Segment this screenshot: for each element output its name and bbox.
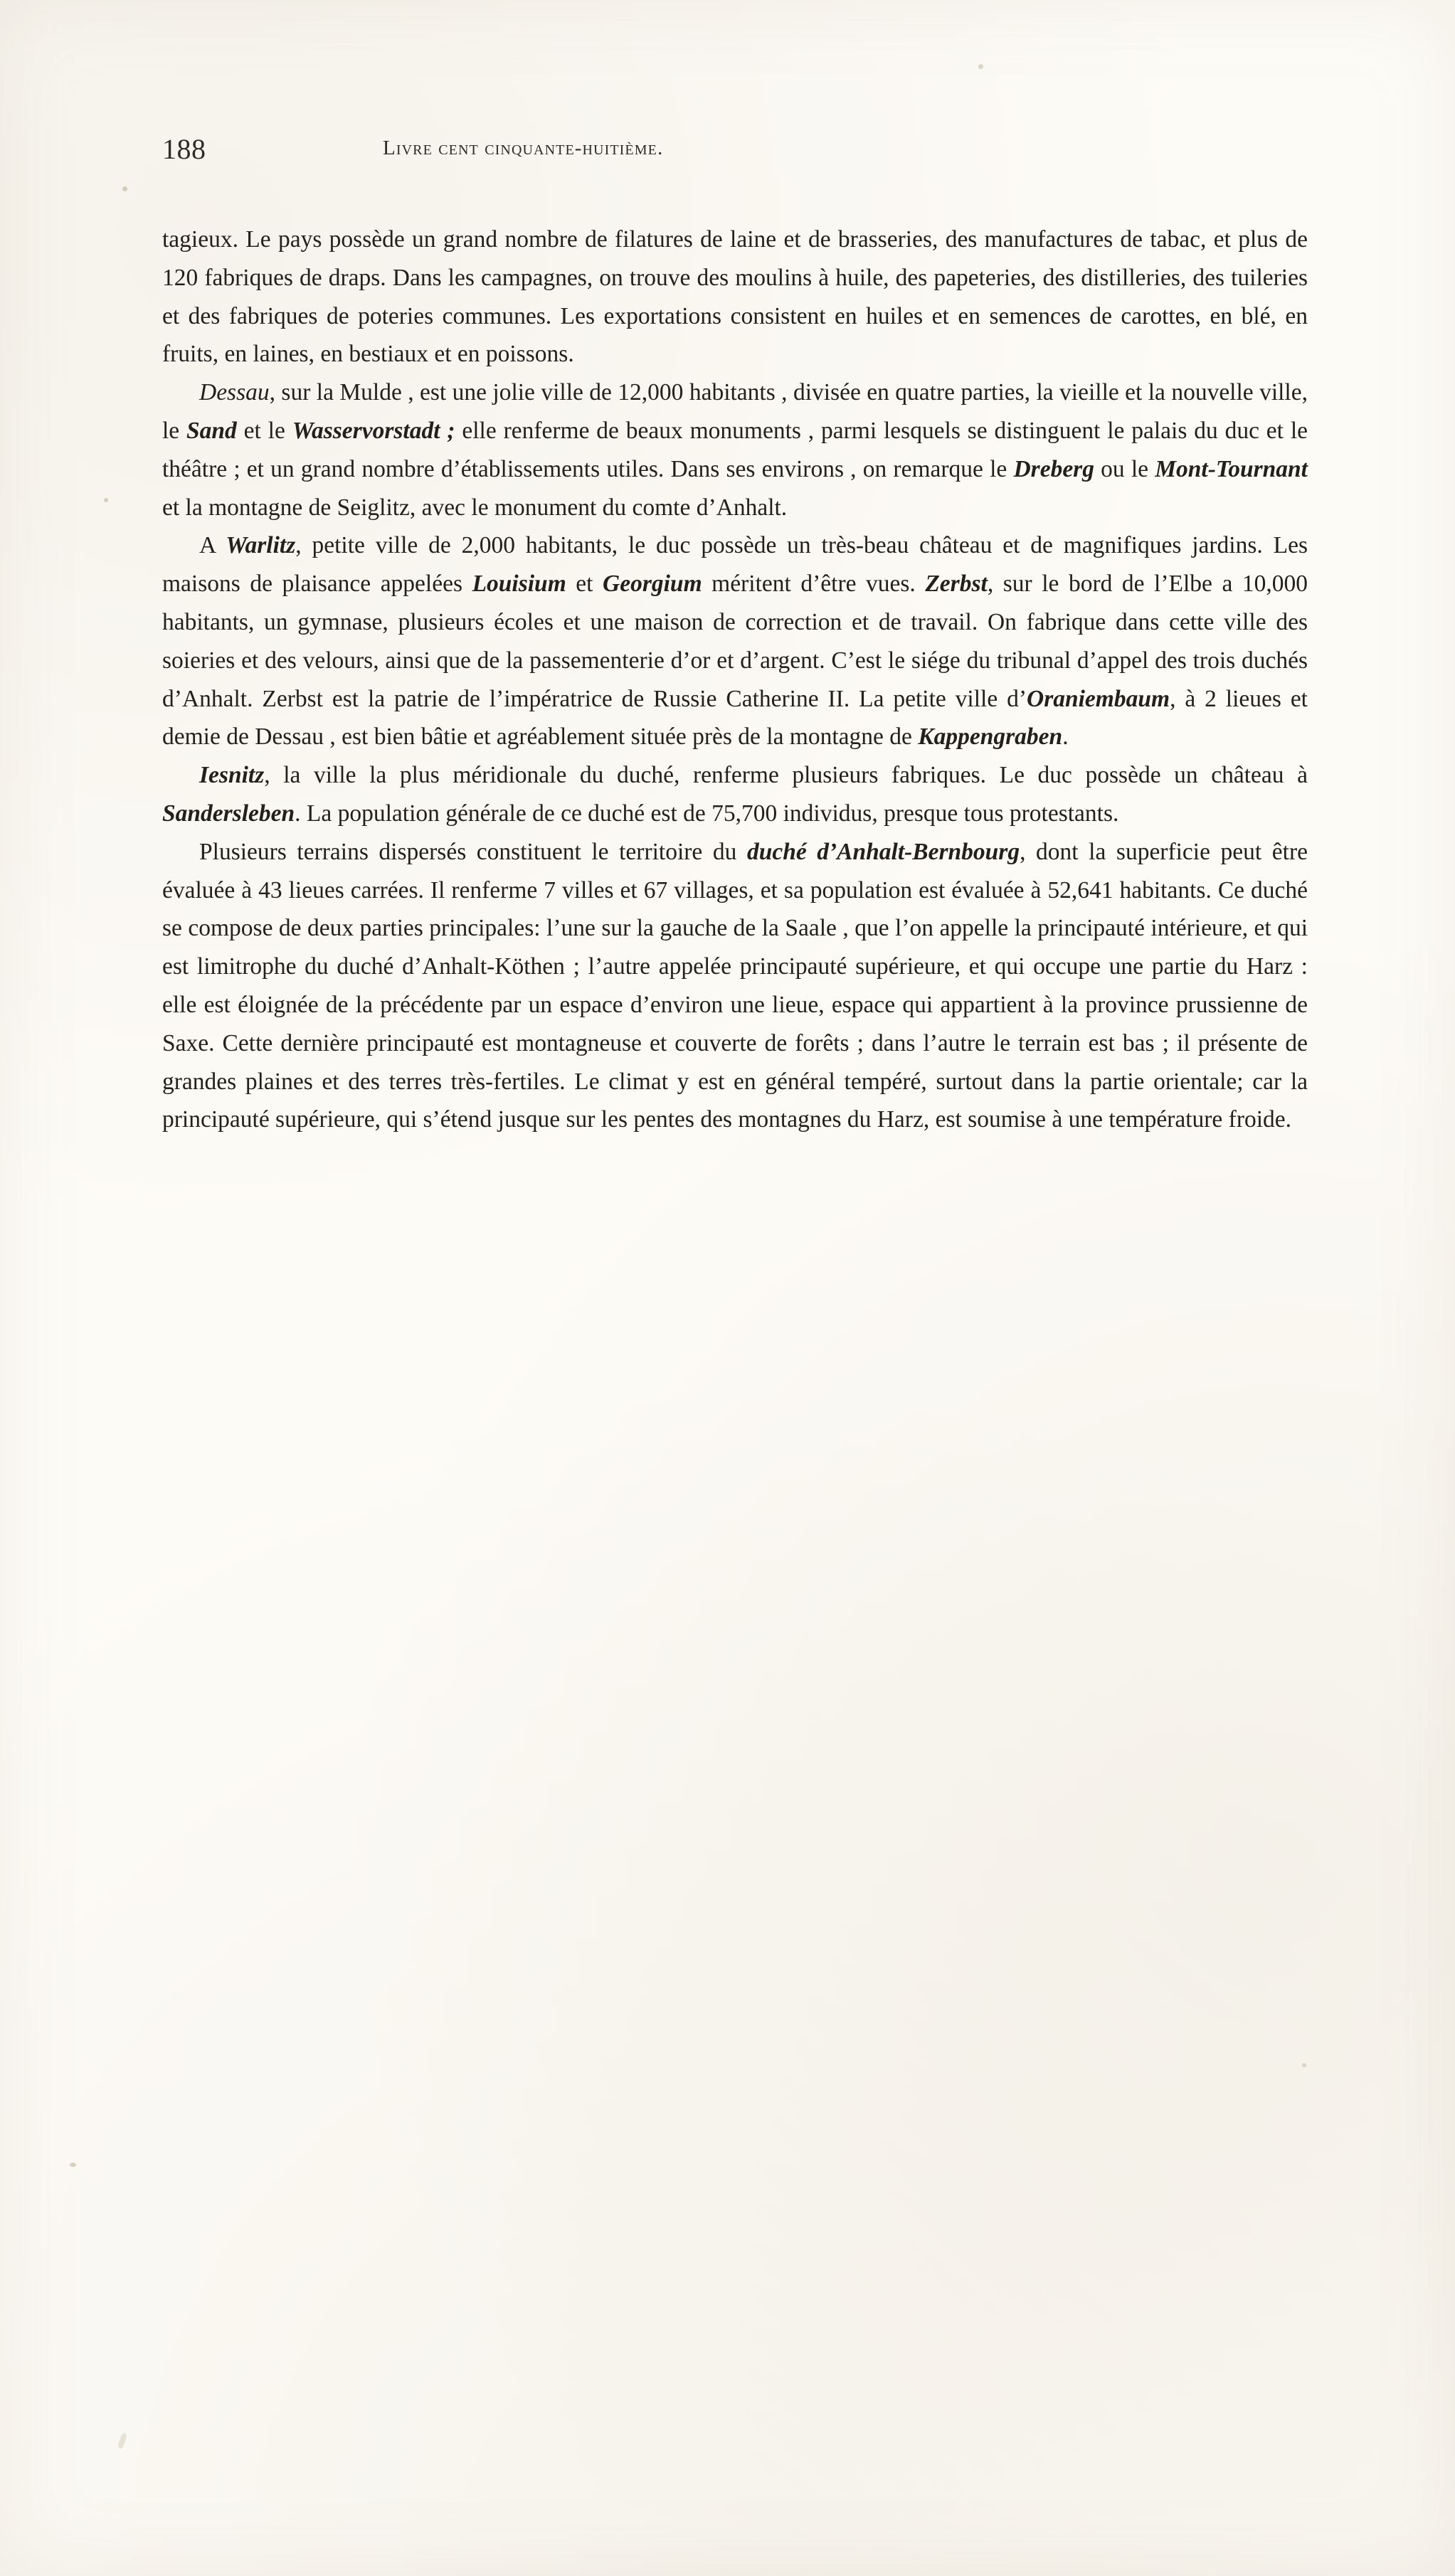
place-name-louisium: Louisium bbox=[472, 571, 566, 598]
paper-speck bbox=[1302, 2063, 1306, 2067]
paragraph-5 bbox=[162, 833, 1308, 1139]
place-name-sandersleben: Sandersleben bbox=[162, 800, 295, 827]
paragraph-3-seg-7: méritent d’être vues. bbox=[702, 571, 926, 598]
paragraph-2-seg-2: , sur la Mulde , est une jolie ville de 12,000 habitants , divisée en quatre parties, la vieille et la nouvelle ville, le bbox=[162, 379, 1308, 444]
page-content bbox=[162, 132, 1308, 1139]
place-name-anhalt-bernbourg: duché d’Anhalt-Bernbourg bbox=[746, 838, 1020, 865]
paper-speck bbox=[122, 186, 127, 191]
paper-speck bbox=[70, 2163, 76, 2167]
paragraph-3-seg-5: et bbox=[566, 571, 603, 598]
paragraph-3-seg-3: , petite ville de 2,000 habitants, le duc possède un très-beau château et de magnifiques jardins. Les maisons de plaisance appelées bbox=[162, 532, 1308, 598]
folio-number: 188 bbox=[162, 133, 206, 165]
paragraph-4 bbox=[162, 756, 1308, 833]
paper-speck bbox=[104, 498, 108, 502]
body-text bbox=[162, 221, 1308, 1139]
paragraph-1 bbox=[162, 221, 1308, 373]
paragraph-3-seg-13: . bbox=[1062, 723, 1069, 751]
running-head: livre cent cinquante-huitième. bbox=[383, 137, 664, 159]
paragraph-3-seg-11: , à 2 lieues et demie de Dessau , est bien bâtie et agréablement située près de la montagne de bbox=[162, 685, 1308, 751]
paragraph-1-text: tagieux. Le pays possède un grand nombre de filatures de laine et de brasseries, des manufactures de tabac, et plus de 120 fabriques de draps. Dans les campagnes, on trouve des moulins à huile, des papeteries, des distilleries, des tuileries et des fabriques de poteries communes. Les exportations consistent en huiles et en semences de carottes, en blé, en fruits, en laines, en bestiaux et en poissons. bbox=[162, 226, 1308, 368]
place-name-sand: Sand bbox=[186, 417, 237, 444]
place-name-wasservorstadt: Wasservorstadt ; bbox=[292, 417, 455, 444]
paragraph-3-seg-9: , sur le bord de l’Elbe a 10,000 habitants, un gymnase, plusieurs écoles et une maison de correction et de travail. On fabrique dans cette ville des soieries et des velours, ainsi que de la passementerie d’or et d’argent. C’est le siége du tribunal d’appel des trois duchés d’Anhalt. Zerbst est la patrie de l’impératrice de Russie Catherine II. La petite ville d’ bbox=[162, 571, 1308, 712]
paragraph-2-seg-6: elle renferme de beaux monuments , parmi lesquels se distinguent le palais du duc et le théâtre ; et un grand nombre d’établissements utiles. Dans ses environs , on remarque le bbox=[162, 417, 1308, 482]
paragraph-2-seg-4: et le bbox=[236, 417, 292, 444]
paragraph-3-seg-1: A bbox=[199, 532, 226, 559]
place-name-mont-tournant: Mont-Tournant bbox=[1155, 455, 1308, 482]
place-name-warlitz: Warlitz bbox=[226, 532, 296, 559]
place-name-zerbst: Zerbst bbox=[925, 571, 988, 598]
paragraph-5-seg-3: , dont la superficie peut être évaluée à 43 lieues carrées. Il renferme 7 villes et 67 villages, et sa population est évaluée à 52,641 habitants. Ce duché se compose de deux parties principales: l’une sur la gauche de la Saale , que l’on appelle la principauté intérieure, et qui est limitrophe du duché d’Anhalt-Köthen ; l’autre appelée principauté supérieure, et qui occupe une partie du Harz : elle est éloignée de la précédente par un espace d’environ une lieue, espace qui appartient à la province prussienne de Saxe. Cette dernière principauté est montagneuse et couverte de forêts ; dans l’autre le terrain est bas ; il présente de grandes plaines et des terres très-fertiles. Le climat y est en général tempéré, surtout dans la partie orientale; car la principauté supérieure, qui s’étend jusque sur les pentes des montagnes du Harz, est soumise à une température froide. bbox=[162, 838, 1308, 1133]
paragraph-5-seg-1: Plusieurs terrains dispersés constituent le territoire du bbox=[199, 838, 747, 865]
place-name-oraniembaum: Oraniembaum bbox=[1027, 685, 1170, 712]
page-header bbox=[162, 132, 1308, 171]
paragraph-2 bbox=[162, 373, 1308, 526]
paper-speck bbox=[978, 64, 983, 69]
paragraph-2-seg-8: ou le bbox=[1094, 455, 1155, 482]
place-name-georgium: Georgium bbox=[603, 571, 702, 598]
paragraph-4-seg-4: . La population générale de ce duché est de 75,700 individus, presque tous protestants. bbox=[295, 800, 1119, 827]
place-name-iesnitz: Iesnitz bbox=[199, 762, 265, 789]
place-name-dessau: Dessau bbox=[199, 379, 270, 406]
paragraph-3 bbox=[162, 526, 1308, 756]
paper-speck bbox=[117, 2432, 127, 2449]
paragraph-4-seg-2: , la ville la plus méridionale du duché, renferme plusieurs fabriques. Le duc possède un château à bbox=[264, 762, 1308, 789]
place-name-dreberg: Dreberg bbox=[1013, 455, 1094, 482]
place-name-kappengraben: Kappengraben bbox=[918, 723, 1063, 751]
paragraph-2-seg-10: et la montagne de Seiglitz, avec le monument du comte d’Anhalt. bbox=[162, 494, 788, 521]
